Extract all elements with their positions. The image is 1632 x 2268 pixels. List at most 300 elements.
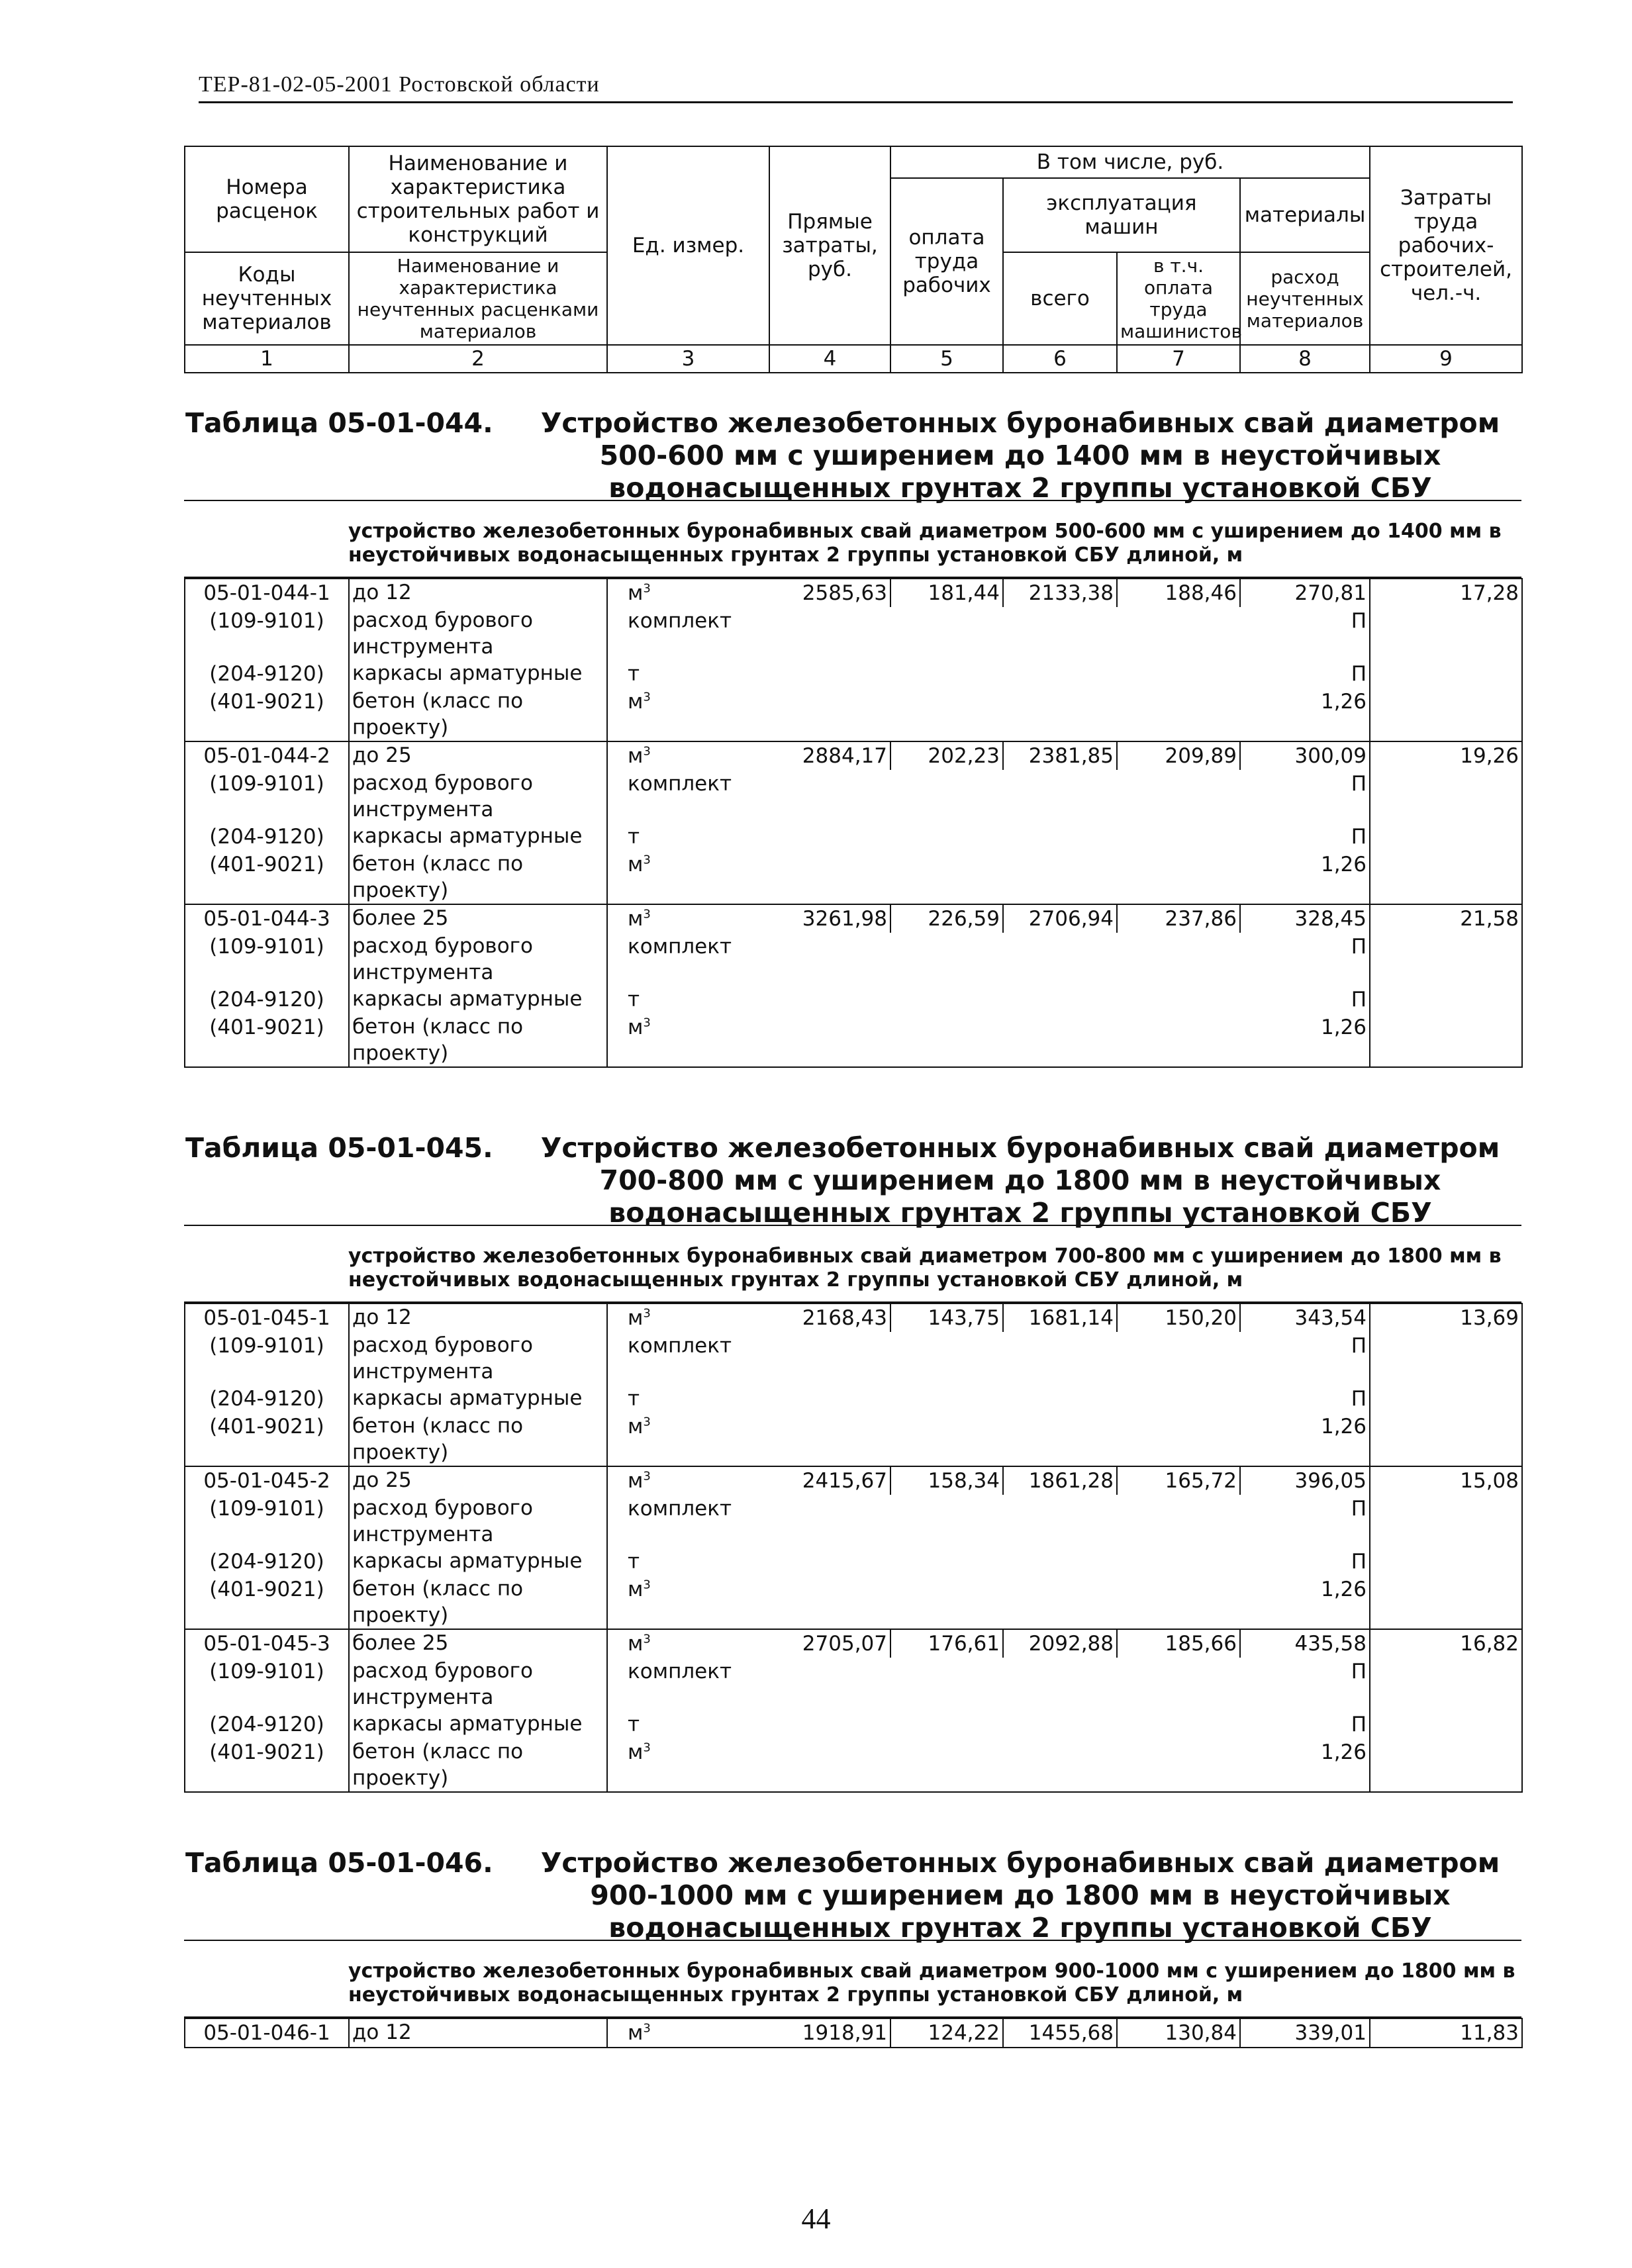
material-name-text: расход бурового инструмента	[352, 1659, 533, 1709]
rate-code	[185, 579, 349, 607]
empty-cell	[769, 1711, 890, 1738]
unit-superscript: 3	[643, 907, 651, 921]
material-unit	[607, 1495, 769, 1548]
material-quantity	[1240, 1385, 1370, 1413]
material-name-text: бетон (класс по проекту)	[352, 1740, 524, 1790]
material-row	[185, 851, 1522, 904]
empty-cell	[1370, 1576, 1522, 1629]
rate-name	[349, 741, 607, 770]
labor-costs	[1370, 1466, 1522, 1495]
section-title-text: Устройство железобетонных буронабивных свай диаметром 500-600 мм с уширением до 1400 мм в неустойчивых водонасыщенных грунтах 2 группы установкой СБУ	[540, 407, 1500, 504]
materials-cost	[1240, 2018, 1370, 2048]
direct-costs-text: 2585,63	[802, 581, 887, 605]
material-row	[185, 660, 1522, 688]
material-code-text: (204-9120)	[209, 1387, 324, 1411]
header-col2-bottom: Наименование и характеристика неучтенных расценками материалов	[349, 252, 607, 345]
header-labor: Затраты труда рабочих-строителей, чел.-ч.	[1370, 146, 1522, 345]
material-quantity-text: П	[1351, 1660, 1367, 1683]
empty-cell	[1370, 1413, 1522, 1466]
material-code	[185, 1738, 349, 1792]
empty-cell	[1117, 660, 1240, 688]
material-quantity-text: 1,26	[1320, 853, 1367, 876]
section-title	[184, 1840, 1521, 1944]
empty-cell	[1003, 1495, 1117, 1548]
empty-cell	[1003, 607, 1117, 660]
material-quantity	[1240, 607, 1370, 660]
material-quantity-text: П	[1351, 1334, 1367, 1358]
operators-wages	[1117, 1629, 1240, 1658]
empty-cell	[769, 1576, 890, 1629]
empty-cell	[1370, 1711, 1522, 1738]
operators-wages	[1117, 1303, 1240, 1332]
wages	[890, 741, 1003, 770]
material-quantity-text: 1,26	[1320, 1740, 1367, 1764]
material-code	[185, 607, 349, 660]
unit-superscript: 3	[643, 690, 651, 704]
wages	[890, 1466, 1003, 1495]
material-row	[185, 1385, 1522, 1413]
material-row	[185, 770, 1522, 823]
material-name	[349, 1658, 607, 1711]
material-name-text: каркасы арматурные	[352, 661, 583, 685]
material-quantity	[1240, 1658, 1370, 1711]
material-code	[185, 851, 349, 904]
materials-cost-text: 270,81	[1294, 581, 1367, 605]
empty-cell	[1370, 770, 1522, 823]
direct-costs-text: 2705,07	[802, 1632, 887, 1656]
rate-name	[349, 2018, 607, 2048]
rate-name-text: до 25	[352, 743, 412, 767]
material-unit-text: комплект	[628, 935, 732, 959]
unit-superscript: 3	[643, 1632, 651, 1646]
materials-cost-text: 328,45	[1294, 907, 1367, 931]
unit-superscript: 3	[643, 744, 651, 759]
materials-cost	[1240, 741, 1370, 770]
empty-cell	[1003, 688, 1117, 741]
empty-cell	[1003, 1014, 1117, 1067]
material-code	[185, 660, 349, 688]
material-quantity	[1240, 986, 1370, 1014]
material-unit	[607, 823, 769, 851]
labor-costs	[1370, 2018, 1522, 2048]
material-name-text: бетон (класс по проекту)	[352, 1414, 524, 1464]
material-name-text: бетон (класс по проекту)	[352, 1015, 524, 1065]
empty-cell	[1003, 1548, 1117, 1576]
labor-costs-text: 15,08	[1460, 1469, 1519, 1493]
empty-cell	[769, 823, 890, 851]
section-label: Таблица 05-01-046.	[185, 1847, 493, 1879]
material-code	[185, 1711, 349, 1738]
empty-cell	[769, 1738, 890, 1792]
empty-cell	[890, 1658, 1003, 1711]
empty-cell	[1370, 1548, 1522, 1576]
header-col2-top: Наименование и характеристика строительных работ и конструкций	[349, 146, 607, 252]
section-title	[184, 401, 1521, 504]
empty-cell	[769, 607, 890, 660]
empty-cell	[1117, 1495, 1240, 1548]
rate-name	[349, 1303, 607, 1332]
material-quantity	[1240, 1495, 1370, 1548]
machines-total	[1003, 1303, 1117, 1332]
material-code	[185, 1658, 349, 1711]
empty-cell	[1003, 851, 1117, 904]
material-unit	[607, 660, 769, 688]
empty-cell	[890, 607, 1003, 660]
direct-costs-text: 2884,17	[802, 744, 887, 768]
material-row	[185, 986, 1522, 1014]
empty-cell	[769, 1548, 890, 1576]
material-quantity	[1240, 1548, 1370, 1576]
header-wages: оплата труда рабочих	[890, 178, 1003, 345]
machines-total-text: 2092,88	[1028, 1632, 1114, 1656]
machines-total	[1003, 579, 1117, 607]
rate-name	[349, 579, 607, 607]
rate-table-section	[184, 1125, 1521, 1793]
material-code-text: (109-9101)	[209, 1497, 324, 1521]
empty-cell	[1003, 1413, 1117, 1466]
empty-cell	[1117, 607, 1240, 660]
rate-name-text: более 25	[352, 906, 449, 930]
empty-cell	[1117, 1658, 1240, 1711]
labor-costs-text: 11,83	[1460, 2021, 1519, 2045]
column-number: 8	[1240, 345, 1370, 373]
material-row	[185, 1658, 1522, 1711]
empty-cell	[890, 851, 1003, 904]
section-label: Таблица 05-01-044.	[185, 407, 493, 439]
column-number: 7	[1117, 345, 1240, 373]
rates-table	[184, 2018, 1523, 2048]
material-code	[185, 1413, 349, 1466]
materials-cost	[1240, 1303, 1370, 1332]
empty-cell	[1117, 986, 1240, 1014]
material-name	[349, 1385, 607, 1413]
material-unit	[607, 1413, 769, 1466]
page-number: 44	[801, 2202, 831, 2235]
column-number: 1	[185, 345, 349, 373]
empty-cell	[1003, 823, 1117, 851]
material-quantity-text: П	[1351, 1497, 1367, 1521]
rate-code-text: 05-01-045-1	[203, 1306, 330, 1330]
material-quantity-text: П	[1351, 609, 1367, 633]
empty-cell	[1003, 1738, 1117, 1792]
material-unit	[607, 1658, 769, 1711]
material-name-text: каркасы арматурные	[352, 824, 583, 848]
machines-total	[1003, 741, 1117, 770]
empty-cell	[769, 1495, 890, 1548]
material-code-text: (401-9021)	[209, 690, 324, 714]
material-code	[185, 1576, 349, 1629]
material-unit	[607, 1332, 769, 1385]
rate-code-text: 05-01-045-3	[203, 1632, 330, 1656]
material-row	[185, 1413, 1522, 1466]
machines-total-text: 2706,94	[1028, 907, 1114, 931]
material-name	[349, 1413, 607, 1466]
header-group: В том числе, руб.	[890, 146, 1370, 178]
operators-wages-text: 237,86	[1165, 907, 1237, 931]
wages-text: 176,61	[928, 1632, 1000, 1656]
material-quantity-text: П	[1351, 1550, 1367, 1574]
section-title-text: Устройство железобетонных буронабивных свай диаметром 700-800 мм с уширением до 1800 мм в неустойчивых водонасыщенных грунтах 2 группы установкой СБУ	[540, 1132, 1500, 1229]
material-unit-text: т	[628, 825, 640, 849]
material-code-text: (109-9101)	[209, 935, 324, 959]
wages-text: 226,59	[928, 907, 1000, 931]
rate-unit	[607, 2018, 769, 2048]
materials-cost-text: 343,54	[1294, 1306, 1367, 1330]
column-number: 2	[349, 345, 607, 373]
machines-total-text: 2133,38	[1028, 581, 1114, 605]
direct-costs	[769, 904, 890, 933]
material-quantity	[1240, 1576, 1370, 1629]
operators-wages-text: 130,84	[1165, 2021, 1237, 2045]
material-code	[185, 823, 349, 851]
material-unit-text: комплект	[628, 1334, 732, 1358]
empty-cell	[1370, 823, 1522, 851]
section-description: устройство железобетонных буронабивных свай диаметром 700-800 мм с уширением до 1800 мм в неустойчивых водонасыщенных грунтах 2 группы установкой СБУ длиной, м	[184, 1226, 1521, 1303]
material-quantity	[1240, 770, 1370, 823]
empty-cell	[890, 1332, 1003, 1385]
section-title	[184, 1125, 1521, 1229]
direct-costs-text: 2168,43	[802, 1306, 887, 1330]
material-code-text: (401-9021)	[209, 1415, 324, 1439]
rate-code	[185, 1629, 349, 1658]
operators-wages	[1117, 741, 1240, 770]
empty-cell	[1117, 688, 1240, 741]
rate-unit	[607, 1629, 769, 1658]
material-row	[185, 1548, 1522, 1576]
rate-unit-text: м	[628, 2021, 644, 2045]
material-code-text: (109-9101)	[209, 772, 324, 796]
empty-cell	[1117, 1738, 1240, 1792]
unit-superscript: 3	[643, 853, 651, 867]
rate-unit	[607, 904, 769, 933]
labor-costs	[1370, 1629, 1522, 1658]
rate-name-text: до 12	[352, 1305, 412, 1329]
material-row	[185, 1014, 1522, 1067]
rate-name-text: до 12	[352, 2020, 412, 2044]
material-name	[349, 1738, 607, 1792]
material-unit-text: м	[628, 1740, 644, 1764]
material-code-text: (401-9021)	[209, 853, 324, 876]
machines-total	[1003, 2018, 1117, 2048]
rate-unit-text: м	[628, 581, 644, 605]
material-quantity	[1240, 1738, 1370, 1792]
rate-unit-text: м	[628, 1632, 644, 1656]
empty-cell	[1003, 986, 1117, 1014]
material-code-text: (401-9021)	[209, 1578, 324, 1601]
empty-cell	[890, 1385, 1003, 1413]
empty-cell	[890, 1548, 1003, 1576]
empty-cell	[1370, 851, 1522, 904]
material-code-text: (401-9021)	[209, 1740, 324, 1764]
rate-name-text: более 25	[352, 1631, 449, 1655]
empty-cell	[1117, 1332, 1240, 1385]
material-code-text: (204-9120)	[209, 662, 324, 686]
direct-costs	[769, 741, 890, 770]
material-quantity	[1240, 933, 1370, 986]
material-code	[185, 1332, 349, 1385]
header-machines-group: эксплуатация машин	[1003, 178, 1240, 252]
rate-code-text: 05-01-044-3	[203, 907, 330, 931]
material-code	[185, 933, 349, 986]
material-name	[349, 1576, 607, 1629]
materials-cost	[1240, 579, 1370, 607]
material-name-text: каркасы арматурные	[352, 1712, 583, 1736]
empty-cell	[769, 1332, 890, 1385]
header-operators: в т.ч. оплата труда машинистов	[1117, 252, 1240, 345]
empty-cell	[1117, 1711, 1240, 1738]
empty-cell	[1003, 660, 1117, 688]
machines-total	[1003, 1629, 1117, 1658]
operators-wages-text: 150,20	[1165, 1306, 1237, 1330]
empty-cell	[769, 688, 890, 741]
material-unit-text: т	[628, 1713, 640, 1736]
material-row	[185, 1332, 1522, 1385]
rate-unit	[607, 579, 769, 607]
materials-cost	[1240, 1629, 1370, 1658]
direct-costs-text: 1918,91	[802, 2021, 887, 2045]
material-quantity-text: 1,26	[1320, 1578, 1367, 1601]
labor-costs-text: 13,69	[1460, 1306, 1519, 1330]
material-unit	[607, 851, 769, 904]
machines-total-text: 1455,68	[1028, 2021, 1114, 2045]
table-row	[185, 579, 1522, 607]
empty-cell	[1370, 1014, 1522, 1067]
labor-costs	[1370, 579, 1522, 607]
empty-cell	[1003, 1711, 1117, 1738]
material-code-text: (109-9101)	[209, 609, 324, 633]
rate-code	[185, 1466, 349, 1495]
section-title-text: Устройство железобетонных буронабивных свай диаметром 900-1000 мм с уширением до 1800 мм в неустойчивых водонасыщенных грунтах 2 группы установкой СБУ	[540, 1847, 1500, 1944]
material-unit-text: м	[628, 853, 644, 876]
empty-cell	[1117, 933, 1240, 986]
material-code	[185, 1385, 349, 1413]
unit-superscript: 3	[643, 1578, 651, 1592]
empty-cell	[1370, 986, 1522, 1014]
material-name-text: расход бурового инструмента	[352, 771, 533, 822]
empty-cell	[890, 1413, 1003, 1466]
material-unit	[607, 1385, 769, 1413]
empty-cell	[890, 1711, 1003, 1738]
unit-superscript: 3	[643, 1306, 651, 1321]
empty-cell	[1003, 1658, 1117, 1711]
rate-unit	[607, 1466, 769, 1495]
empty-cell	[890, 1014, 1003, 1067]
table-row	[185, 904, 1522, 933]
machines-total	[1003, 904, 1117, 933]
material-quantity-text: П	[1351, 825, 1367, 849]
empty-cell	[1117, 1014, 1240, 1067]
labor-costs	[1370, 904, 1522, 933]
wages	[890, 904, 1003, 933]
empty-cell	[1370, 607, 1522, 660]
material-row	[185, 1495, 1522, 1548]
material-name	[349, 986, 607, 1014]
material-name-text: расход бурового инструмента	[352, 934, 533, 984]
material-code-text: (204-9120)	[209, 988, 324, 1012]
empty-cell	[769, 851, 890, 904]
rate-name-text: до 25	[352, 1468, 412, 1492]
materials-cost-text: 396,05	[1294, 1469, 1367, 1493]
material-quantity-text: П	[1351, 772, 1367, 796]
material-name	[349, 1014, 607, 1067]
material-unit	[607, 607, 769, 660]
empty-cell	[890, 933, 1003, 986]
empty-cell	[1117, 1576, 1240, 1629]
rate-code-text: 05-01-046-1	[203, 2021, 330, 2045]
empty-cell	[1117, 770, 1240, 823]
empty-cell	[890, 1738, 1003, 1792]
material-name	[349, 1495, 607, 1548]
wages	[890, 579, 1003, 607]
material-quantity	[1240, 1711, 1370, 1738]
materials-cost-text: 300,09	[1294, 744, 1367, 768]
labor-costs-text: 17,28	[1460, 581, 1519, 605]
direct-costs	[769, 1629, 890, 1658]
material-row	[185, 1711, 1522, 1738]
header-materials-unaccounted: расход неучтенных материалов	[1240, 252, 1370, 345]
material-name-text: расход бурового инструмента	[352, 1333, 533, 1384]
material-name-text: каркасы арматурные	[352, 1549, 583, 1573]
table-row	[185, 1466, 1522, 1495]
material-unit-text: м	[628, 690, 644, 714]
labor-costs-text: 21,58	[1460, 907, 1519, 931]
material-name	[349, 851, 607, 904]
material-unit	[607, 1548, 769, 1576]
section-description: устройство железобетонных буронабивных свай диаметром 900-1000 мм с уширением до 1800 мм в неустойчивых водонасыщенных грунтах 2 группы установкой СБУ длиной, м	[184, 1941, 1521, 2018]
header-machines-total: всего	[1003, 252, 1117, 345]
direct-costs	[769, 1466, 890, 1495]
empty-cell	[1117, 851, 1240, 904]
material-code-text: (204-9120)	[209, 825, 324, 849]
rate-table-section	[184, 1840, 1521, 2048]
empty-cell	[769, 1413, 890, 1466]
empty-cell	[1003, 1576, 1117, 1629]
material-name	[349, 770, 607, 823]
operators-wages	[1117, 579, 1240, 607]
material-unit-text: т	[628, 662, 640, 686]
empty-cell	[1003, 1385, 1117, 1413]
rate-code	[185, 1303, 349, 1332]
wages	[890, 2018, 1003, 2048]
empty-cell	[1370, 933, 1522, 986]
labor-costs	[1370, 741, 1522, 770]
material-code-text: (401-9021)	[209, 1016, 324, 1039]
material-name	[349, 607, 607, 660]
wages-text: 124,22	[928, 2021, 1000, 2045]
table-row	[185, 1629, 1522, 1658]
rate-code-text: 05-01-044-1	[203, 581, 330, 605]
rate-code	[185, 2018, 349, 2048]
operators-wages	[1117, 1466, 1240, 1495]
material-code	[185, 770, 349, 823]
material-unit-text: комплект	[628, 1660, 732, 1683]
material-code	[185, 986, 349, 1014]
wages-text: 181,44	[928, 581, 1000, 605]
rate-unit-text: м	[628, 1469, 644, 1493]
empty-cell	[769, 1385, 890, 1413]
material-row	[185, 607, 1522, 660]
labor-costs-text: 19,26	[1460, 744, 1519, 768]
empty-cell	[1117, 1413, 1240, 1466]
material-row	[185, 1576, 1522, 1629]
empty-cell	[1370, 1332, 1522, 1385]
rate-unit-text: м	[628, 907, 644, 931]
empty-cell	[769, 660, 890, 688]
materials-cost-text: 339,01	[1294, 2021, 1367, 2045]
material-quantity	[1240, 1014, 1370, 1067]
column-header-table	[184, 146, 1523, 373]
material-quantity-text: П	[1351, 988, 1367, 1012]
